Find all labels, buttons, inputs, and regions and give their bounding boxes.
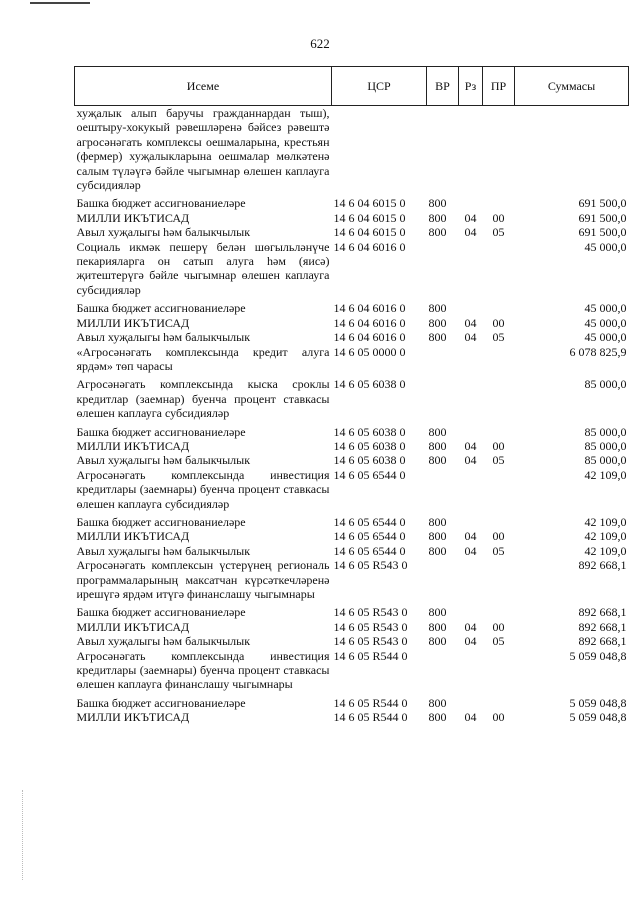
cell-sum: 691 500,0	[578, 225, 627, 240]
cell-pr	[483, 696, 515, 710]
cell-sum: 6 078 825,9	[569, 344, 627, 359]
cell-pr: 05	[492, 634, 505, 649]
table-row	[75, 544, 629, 558]
cell-name: Авыл хуҗалыгы һәм балыкчылык	[76, 634, 251, 649]
cell-name: МИЛЛИ ИКЪТИСАД	[76, 710, 190, 725]
cell-csr: 14 6 05 6038 0	[333, 377, 406, 392]
cell-vr: 800	[428, 438, 447, 453]
cell-csr: 14 6 05 6038 0	[333, 438, 406, 453]
cell-pr: 05	[492, 543, 505, 558]
cell-csr: 14 6 04 6015 0	[333, 210, 406, 225]
cell-vr	[427, 468, 459, 515]
cell-name: Агросәнәгать комплексында кыска сроклы кредитлар (заемнар) буенча процент ставкасы өлешен каплауга субсидияләр	[76, 377, 330, 421]
cell-rz: 04	[464, 543, 477, 558]
cell-pr	[483, 240, 515, 302]
cell-vr: 800	[428, 315, 447, 330]
cell-vr: 800	[428, 710, 447, 725]
cell-sum: 892 668,1	[578, 634, 627, 649]
cell-rz	[459, 696, 483, 710]
cell-name: МИЛЛИ ИКЪТИСАД	[76, 210, 190, 225]
cell-csr: 14 6 05 6544 0	[333, 514, 406, 529]
cell-sum: 85 000,0	[584, 453, 627, 468]
cell-vr	[427, 649, 459, 696]
cell-pr	[483, 425, 515, 439]
cell-rz: 04	[464, 330, 477, 345]
cell-vr: 800	[428, 514, 447, 529]
cell-pr	[483, 558, 515, 605]
cell-name: Башка бюджет ассигнованиеләре	[76, 695, 246, 710]
cell-pr	[483, 468, 515, 515]
table-row	[75, 453, 629, 467]
cell-sum: 42 109,0	[584, 529, 627, 544]
cell-csr: 14 6 05 R544 0	[333, 710, 408, 725]
cell-name: Башка бюджет ассигнованиеләре	[76, 605, 246, 620]
table-body	[75, 106, 629, 725]
table-row	[75, 620, 629, 634]
table-row	[75, 345, 629, 378]
cell-rz	[459, 106, 483, 197]
cell-rz: 04	[464, 315, 477, 330]
table-row	[75, 649, 629, 696]
cell-name: Социаль икмәк пешерү белән шөгыльләнүче пекарияларга он сатып алуга һәм (яисә) җитештерүгә бәйле чыгымнар өлешен каплауга субсидияләр	[76, 239, 330, 297]
table-row	[75, 330, 629, 344]
cell-name: хуҗалык алып баручы гражданнардан тыш), оештыру-хокукый рәвешләренә бәйсез рәвештә агросәнәгать комплексы оешмаларына, крестьян (фермер) хуҗалыкларына оешмалар мөлкәтенә салым түләүгә бәйле чыгымнар өлешен каплауга субсидияләр	[76, 106, 330, 193]
cell-vr: 800	[428, 453, 447, 468]
page-number: 622	[310, 36, 330, 51]
cell-name: МИЛЛИ ИКЪТИСАД	[76, 529, 190, 544]
cell-pr	[483, 515, 515, 529]
cell-sum	[515, 106, 629, 197]
cell-sum: 42 109,0	[584, 543, 627, 558]
cell-sum: 42 109,0	[584, 514, 627, 529]
table-row	[75, 515, 629, 529]
cell-rz	[459, 196, 483, 210]
cell-name: Башка бюджет ассигнованиеләре	[76, 196, 246, 211]
cell-sum: 5 059 048,8	[569, 710, 627, 725]
cell-rz	[459, 605, 483, 619]
cell-sum: 45 000,0	[584, 301, 627, 316]
cell-pr: 00	[492, 619, 505, 634]
table-row	[75, 558, 629, 605]
cell-name: Башка бюджет ассигнованиеләре	[76, 514, 246, 529]
cell-sum: 85 000,0	[584, 424, 627, 439]
cell-rz	[459, 240, 483, 302]
cell-rz	[459, 515, 483, 529]
cell-csr: 14 6 04 6016 0	[333, 301, 406, 316]
table-row	[75, 425, 629, 439]
cell-pr: 00	[492, 529, 505, 544]
cell-vr: 800	[428, 330, 447, 345]
cell-csr: 14 6 05 R544 0	[333, 695, 408, 710]
cell-vr: 800	[428, 695, 447, 710]
cell-rz	[459, 649, 483, 696]
cell-rz: 04	[464, 438, 477, 453]
header-rz: Рз	[459, 67, 483, 106]
cell-sum: 892 668,1	[578, 558, 627, 573]
table-row	[75, 316, 629, 330]
cell-sum: 45 000,0	[584, 330, 627, 345]
cell-rz	[459, 468, 483, 515]
cell-pr: 05	[492, 225, 505, 240]
cell-csr	[332, 106, 427, 197]
cell-pr	[483, 605, 515, 619]
table-row	[75, 605, 629, 619]
cell-name: МИЛЛИ ИКЪТИСАД	[76, 438, 190, 453]
cell-name: Агросәнәгать комплексын үстерүнең региональ программаларының максатчан күрсәткечләренә ирешүгә ярдәм итүгә финанслашу чыгымнары	[76, 558, 330, 601]
table-row	[75, 301, 629, 315]
table-row	[75, 710, 629, 724]
cell-sum: 691 500,0	[578, 196, 627, 211]
header-vr: ВР	[427, 67, 459, 106]
cell-pr: 05	[492, 330, 505, 345]
cell-pr	[483, 345, 515, 378]
table-row	[75, 106, 629, 197]
cell-vr: 800	[428, 424, 447, 439]
cell-vr: 800	[428, 225, 447, 240]
cell-sum: 892 668,1	[578, 605, 627, 620]
header-csr: ЦСР	[332, 67, 427, 106]
cell-rz: 04	[464, 710, 477, 725]
cell-rz	[459, 558, 483, 605]
cell-name: МИЛЛИ ИКЪТИСАД	[76, 619, 190, 634]
cell-rz: 04	[464, 225, 477, 240]
header-pr: ПР	[483, 67, 515, 106]
cell-sum: 5 059 048,8	[569, 648, 627, 663]
cell-pr	[483, 301, 515, 315]
cell-pr	[483, 196, 515, 210]
cell-rz	[459, 425, 483, 439]
cell-csr: 14 6 05 R543 0	[333, 558, 408, 573]
cell-pr	[483, 106, 515, 197]
table-row	[75, 196, 629, 210]
cell-csr: 14 6 05 6038 0	[333, 453, 406, 468]
margin-artifact	[22, 790, 25, 880]
cell-csr: 14 6 04 6016 0	[333, 239, 406, 254]
cell-vr: 800	[428, 543, 447, 558]
cell-vr: 800	[428, 301, 447, 316]
cell-sum: 85 000,0	[584, 438, 627, 453]
cell-csr: 14 6 04 6016 0	[333, 315, 406, 330]
cell-csr: 14 6 05 6544 0	[333, 529, 406, 544]
cell-vr	[427, 558, 459, 605]
cell-csr: 14 6 05 R543 0	[333, 605, 408, 620]
cell-pr: 00	[492, 710, 505, 725]
table-row	[75, 529, 629, 543]
cell-rz	[459, 377, 483, 424]
cell-name: Авыл хуҗалыгы һәм балыкчылык	[76, 330, 251, 345]
cell-name: Агросәнәгать комплексында инвестиция кредитлары (заемнары) буенча процент ставкасы өлешен каплауга субсидияләр	[76, 467, 330, 511]
cell-pr	[483, 377, 515, 424]
header-name: Исеме	[75, 67, 332, 106]
cell-sum: 42 109,0	[584, 467, 627, 482]
cell-name: Башка бюджет ассигнованиеләре	[76, 301, 246, 316]
table-header-row	[75, 67, 629, 106]
cell-vr: 800	[428, 619, 447, 634]
cell-rz: 04	[464, 210, 477, 225]
cell-pr: 00	[492, 438, 505, 453]
cell-name: «Агросәнәгать комплексында кредит алуга ярдәм» төп чарасы	[76, 344, 330, 373]
cell-name: МИЛЛИ ИКЪТИСАД	[76, 315, 190, 330]
cell-rz: 04	[464, 453, 477, 468]
top-rule	[30, 2, 90, 4]
cell-vr: 800	[428, 210, 447, 225]
cell-sum: 85 000,0	[584, 377, 627, 392]
cell-vr: 800	[428, 605, 447, 620]
cell-csr: 14 6 05 R543 0	[333, 619, 408, 634]
table-row	[75, 696, 629, 710]
cell-name: Авыл хуҗалыгы һәм балыкчылык	[76, 225, 251, 240]
cell-csr: 14 6 05 R544 0	[333, 648, 408, 663]
cell-pr: 00	[492, 210, 505, 225]
table-row	[75, 634, 629, 648]
cell-pr: 05	[492, 453, 505, 468]
cell-vr	[427, 377, 459, 424]
cell-csr: 14 6 04 6015 0	[333, 225, 406, 240]
cell-sum: 45 000,0	[584, 315, 627, 330]
table-row	[75, 377, 629, 424]
cell-sum: 5 059 048,8	[569, 695, 627, 710]
cell-csr: 14 6 05 6544 0	[333, 467, 406, 482]
cell-vr: 800	[428, 196, 447, 211]
cell-rz: 04	[464, 619, 477, 634]
cell-name: Авыл хуҗалыгы һәм балыкчылык	[76, 453, 251, 468]
cell-rz	[459, 301, 483, 315]
cell-name: Авыл хуҗалыгы һәм балыкчылык	[76, 543, 251, 558]
cell-vr	[427, 345, 459, 378]
table-row	[75, 240, 629, 302]
cell-rz: 04	[464, 529, 477, 544]
cell-pr	[483, 649, 515, 696]
table-row	[75, 211, 629, 225]
budget-table	[74, 66, 629, 725]
table-row	[75, 225, 629, 239]
cell-pr: 00	[492, 315, 505, 330]
cell-rz: 04	[464, 634, 477, 649]
table-row	[75, 468, 629, 515]
cell-csr: 14 6 05 0000 0	[333, 344, 406, 359]
cell-name: Агросәнәгать комплексында инвестиция кредитлары (заемнары) буенча процент ставкасы өлешен каплауга финанслашу чыгымнары	[76, 648, 330, 692]
cell-csr: 14 6 05 R543 0	[333, 634, 408, 649]
cell-sum: 691 500,0	[578, 210, 627, 225]
table-row	[75, 439, 629, 453]
cell-csr: 14 6 05 6544 0	[333, 543, 406, 558]
cell-csr: 14 6 04 6016 0	[333, 330, 406, 345]
cell-vr	[427, 240, 459, 302]
header-sum: Суммасы	[515, 67, 629, 106]
cell-vr: 800	[428, 529, 447, 544]
cell-sum: 892 668,1	[578, 619, 627, 634]
cell-csr: 14 6 05 6038 0	[333, 424, 406, 439]
cell-vr	[427, 106, 459, 197]
cell-vr: 800	[428, 634, 447, 649]
cell-name: Башка бюджет ассигнованиеләре	[76, 424, 246, 439]
cell-rz	[459, 345, 483, 378]
cell-csr: 14 6 04 6015 0	[333, 196, 406, 211]
cell-sum: 45 000,0	[584, 239, 627, 254]
